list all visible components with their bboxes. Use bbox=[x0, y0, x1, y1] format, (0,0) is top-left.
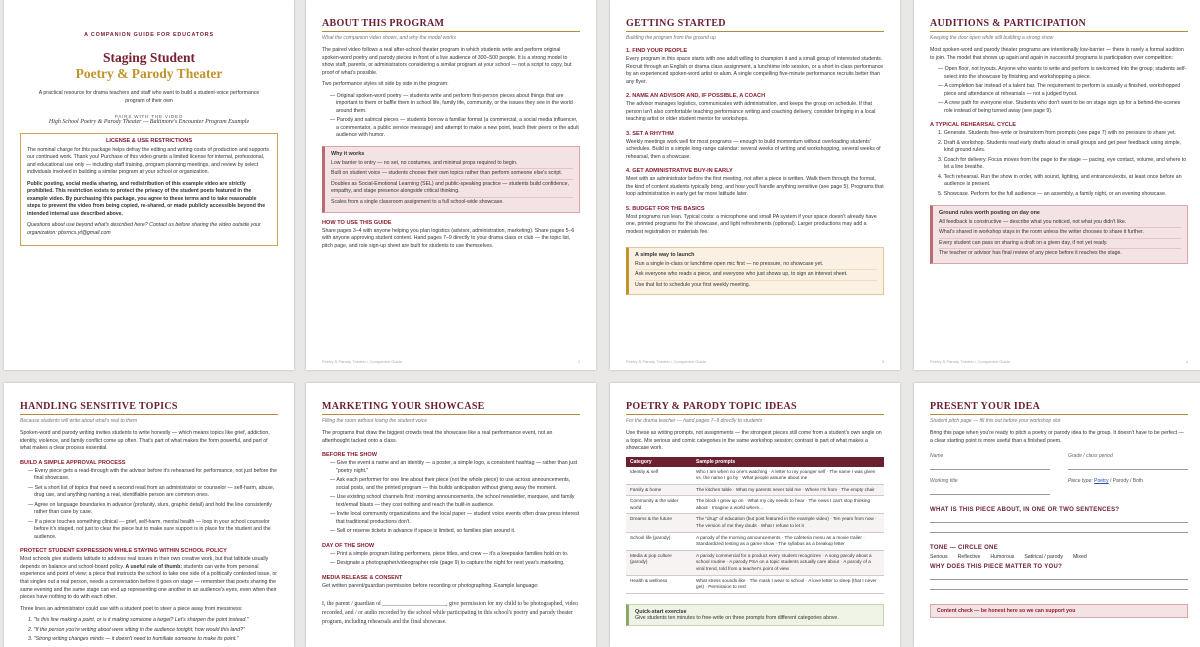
bullet: — Parody and satirical pieces — students borrow a familiar format (a commercial, a social media influencer, a commentator, a public service message) and attempt to make a new point, teach their peers or the adult audience with humor. bbox=[330, 117, 579, 139]
page-subtitle: Filling the room without losing the student voice bbox=[322, 418, 428, 424]
table-row bbox=[626, 496, 884, 514]
cycle-step: 5. Showcase. Perform for the full audience — an assembly, a family night, or an evening showcase. bbox=[938, 190, 1167, 197]
paragraph: The programs that draw the biggest crowds treat the showcase like a real performance event, not an afterthought tacked onto a class. bbox=[322, 430, 553, 444]
cover-pairs-label: PAIRS WITH THE VIDEO bbox=[114, 113, 184, 119]
prompts-cell: A parody commercial for a product every student recognizes · A song parody about a school routine · A parody PSA on a topic students actually care about · A parody of a viral trend, told from a teacher's point of view bbox=[692, 550, 884, 575]
answer-line[interactable] bbox=[930, 570, 1188, 580]
section-heading: PROTECT STUDENT EXPRESSION WHILE STAYING WITHIN SCHOOL POLICY bbox=[20, 548, 227, 555]
paragraph: Use these as writing prompts, not assignments — the strongest pieces still come from a student's own angle on a topic. Mix serious and comic categories in the same workshop session; contrast is part of what makes a showcase work. bbox=[626, 430, 882, 452]
title-rule bbox=[322, 414, 580, 415]
section-heading: DAY OF THE SHOW bbox=[322, 542, 375, 549]
page-title: PRESENT YOUR IDEA bbox=[930, 401, 1041, 412]
option-parody[interactable]: / Parody bbox=[1109, 478, 1129, 485]
page-number: 2 bbox=[577, 359, 580, 364]
category-cell: Community & the wider world bbox=[626, 496, 692, 514]
topics-table bbox=[626, 457, 884, 594]
box-line: Every student can pass on sharing a draft on a given day, if not yet ready. bbox=[939, 239, 1181, 250]
paragraph: Weekly meetings work well for most programs — enough to build momentum without overloading students' schedules. Build in a simple long-range calendar: several weeks of writing and workshopping, several weeks of rehearsal, then a showcase. bbox=[626, 138, 881, 160]
cover-title-line1: Staging Student bbox=[103, 50, 195, 65]
quote: 2. "If the person you're writing about were sitting in the audience tonight, how would this land?" bbox=[28, 626, 245, 633]
box-line: Ask everyone who reads a piece, and everyone who just shows up, to sign an interest sheet. bbox=[635, 270, 877, 281]
paragraph: The advisor manages logistics, communicates with administration, and keeps the group on schedule. If that person isn't also comfortable teaching performance writing and coaching delivery, consider bringing in a local teaching artist or older student mentor for workshops. bbox=[626, 101, 876, 123]
title-rule bbox=[930, 31, 1188, 32]
section-heading: A TYPICAL REHEARSAL CYCLE bbox=[930, 122, 1016, 129]
category-cell: Identity & self bbox=[626, 467, 692, 485]
grade-field[interactable] bbox=[1068, 453, 1188, 470]
box-line: What's shared in workshop stays in the room unless the writer chooses to share it further. bbox=[939, 228, 1181, 239]
cycle-step: 2. Draft & workshop. Students read early drafts aloud in small groups and get peer feedback using simple, kind ground rules. bbox=[938, 139, 1182, 154]
ground-rules-box bbox=[930, 205, 1188, 264]
bullet: — A completion bar instead of a talent bar. The requirement to perform is usually a finished, workshopped piece and attendance at rehearsals — not a judged tryout. bbox=[938, 83, 1181, 97]
page-getting-started bbox=[610, 0, 900, 370]
question-about: WHAT IS THIS PIECE ABOUT, IN ONE OR TWO SENTENCES? bbox=[930, 507, 1120, 514]
column-header: Sample prompts bbox=[692, 457, 884, 467]
box-title: Why it works bbox=[331, 150, 365, 157]
table-row bbox=[626, 514, 884, 532]
license-text: The nominal charge for this package helps defray the editing and writing costs of production and supports our continued work. Thank you! Purchase of this video grants a limited license for internal, professional, and educational use only — including staff training, program planning meetings, and review by select individuals involved in building a similar program at your school or organization. bbox=[27, 146, 269, 176]
quote: 1. "Is this line making a point, or is it making someone a target? Let's sharpen the point instead." bbox=[28, 617, 249, 624]
piece-type-options bbox=[1068, 478, 1188, 484]
prompts-cell: The block I grew up on · What my city needs to hear · The news I can't stop thinking about · Imagine a world where... bbox=[692, 496, 884, 514]
section-heading: HOW TO USE THIS GUIDE bbox=[322, 219, 392, 226]
category-cell: Health & wellness bbox=[626, 575, 692, 593]
cover-description: A practical resource for drama teachers and staff who want to build a student-voice performance program of their own bbox=[38, 90, 260, 104]
page-about bbox=[306, 0, 596, 370]
page-subtitle: Keeping the door open while still building a strong show bbox=[930, 35, 1054, 41]
option-poetry[interactable]: Poetry bbox=[1094, 478, 1109, 485]
page-number: 3 bbox=[881, 359, 884, 364]
cycle-step: 4. Tech rehearsal. Run the show in order, with sound, lighting, and entrances/exits, at least once before an audience is present. bbox=[938, 173, 1182, 188]
question-why: WHY DOES THIS PIECE MATTER TO YOU? bbox=[930, 564, 1063, 571]
paragraph: Get written parent/guardian permission before recording or photographing. Example language: bbox=[322, 582, 539, 589]
section-heading: 2. NAME AN ADVISOR AND, IF POSSIBLE, A COACH bbox=[626, 93, 766, 100]
bullet: — Agree on language boundaries in advance (profanity, slurs, graphic detail) and hold the line consistently rather than case by case. bbox=[28, 501, 272, 516]
prompts-cell: Who I am when no one's watching · A letter to my younger self · The name I was given vs. the name I go by · What people assume about me bbox=[692, 467, 884, 485]
page-title: AUDITIONS & PARTICIPATION bbox=[930, 18, 1087, 29]
bullet: — Set a short list of topics that need a second read from an administrator or counselor — self-harm, abuse, drug use, and anything naming a real, identifiable person are common ones. bbox=[28, 484, 275, 499]
box-line: The teacher or advisor has final review of any piece before it reaches the stage. bbox=[939, 250, 1122, 257]
table-header-row bbox=[626, 457, 884, 467]
section-heading: 4. GET ADMINISTRATIVE BUY-IN EARLY bbox=[626, 168, 733, 175]
prompts-cell: The kitchen table · What my parents never told me · Where I'm from · The empty chair bbox=[692, 484, 884, 496]
bullet: — Invite local community organizations and the local paper — student voice events often draw press interest that traditional productions don't. bbox=[330, 511, 580, 525]
section-heading: MEDIA RELEASE & CONSENT bbox=[322, 574, 403, 581]
table-row bbox=[626, 467, 884, 485]
page-footer bbox=[626, 359, 884, 364]
option-both[interactable]: / Both bbox=[1130, 478, 1144, 485]
answer-line[interactable] bbox=[930, 580, 1188, 590]
page-title: POETRY & PARODY TOPIC IDEAS bbox=[626, 401, 797, 412]
bullet: — Use existing school channels first: morning announcements, the school newsletter, marquee, and family text/email blasts — they cost nothing and reach the built-in audience. bbox=[330, 494, 575, 508]
working-title-field[interactable] bbox=[930, 478, 1050, 495]
page-topic-ideas bbox=[610, 383, 900, 647]
table-row bbox=[626, 550, 884, 575]
footer-label: Poetry & Parody Theater • Companion Guide bbox=[930, 359, 1010, 364]
prompts-cell: A parody of the morning announcements · The cafeteria menu as a movie trailer · Standardized testing as a game show · The syllabus as a breakup letter bbox=[692, 532, 884, 550]
box-line: All feedback is constructive — describe what you noticed, not what you didn't like. bbox=[939, 218, 1181, 229]
section-heading: BUILD A SIMPLE APPROVAL PROCESS bbox=[20, 459, 126, 466]
page-subtitle: For the drama teacher — hand pages 7–9 directly to students bbox=[626, 418, 763, 424]
section-heading: 3. SET A RHYTHM bbox=[626, 130, 674, 137]
table-row bbox=[626, 484, 884, 496]
cycle-step: 1. Generate. Students free-write or brainstorm from prompts (see page 7) with no pressure to share yet. bbox=[938, 130, 1176, 137]
table-row bbox=[626, 575, 884, 593]
page-subtitle: Building the program from the ground up bbox=[626, 35, 716, 41]
paragraph: Spoken-word and parody writing invites students to write honestly — which means topics like grief, addiction, identity, violence, and family conflict come up often. That's part of what makes the form powerful, and part of what makes a clear process essential. bbox=[20, 430, 270, 452]
bullet: — Designate a photographer/videographer role (page 9) to capture the night for next year's marketing. bbox=[330, 560, 565, 567]
answer-line[interactable] bbox=[930, 513, 1188, 523]
write-line[interactable] bbox=[1068, 459, 1188, 470]
box-line: Use that list to schedule your first weekly meeting. bbox=[635, 281, 751, 288]
box-line: Low barrier to entry — no set, no costumes, and minimal props required to begin. bbox=[331, 159, 573, 170]
page-title: ABOUT THIS PROGRAM bbox=[322, 18, 445, 29]
launch-box bbox=[626, 247, 884, 296]
quick-start-box bbox=[626, 604, 884, 626]
box-title: A simple way to launch bbox=[635, 251, 695, 258]
prompts-cell: What stress sounds like · The mask I wear to school · A love letter to sleep (that I never get) · Permission to rest bbox=[692, 575, 884, 593]
paragraph: Most programs run lean. Typical costs: a microphone and small PA system if your space doesn't already have one, printed programs for the showcase, and light refreshments (optional). Larger productions may add a modest registration or materials fee. bbox=[626, 213, 877, 235]
cover-title-line2: Poetry & Parody Theater bbox=[75, 66, 223, 81]
box-line: Give students ten minutes to free-write on three prompts from different categories above. bbox=[635, 614, 839, 621]
cycle-step: 3. Coach for delivery. Focus moves from the page to the stage — pacing, eye contact, volume, and where to let a line breathe. bbox=[938, 156, 1187, 171]
field-row bbox=[930, 478, 1188, 495]
paragraph: Most spoken-word and parody theater programs are intentionally low-barrier — there is rarely a formal audition to join. The model that shows up again and again in successful programs is participation over competition: bbox=[930, 47, 1184, 61]
paragraph: Three lines an administrator could use with a student poet to steer a piece away from messiness: bbox=[20, 605, 243, 612]
why-it-works-box bbox=[322, 146, 580, 213]
license-contact: Questions about use beyond what's described here? Contact us before sharing the video outside your organization: pbsrncs.yt@gmail.com bbox=[27, 222, 261, 236]
page-auditions bbox=[914, 0, 1200, 370]
category-cell: Dreams & the future bbox=[626, 514, 692, 532]
box-line: Scales from a single classroom assignment to a full school-wide showcase. bbox=[331, 198, 504, 205]
title-rule bbox=[322, 31, 580, 32]
paragraph-text: Most schools give students latitude to address real issues in their own creative work, but that latitude usually depends on balance and school-board policy. bbox=[20, 556, 269, 570]
footer-label: Poetry & Parody Theater • Companion Guide bbox=[322, 359, 402, 364]
license-box bbox=[20, 133, 278, 247]
rule-of-thumb-label: A useful rule of thumb: bbox=[125, 563, 183, 570]
category-cell: Family & home bbox=[626, 484, 692, 496]
page-cover bbox=[4, 0, 294, 370]
page-present-idea bbox=[914, 383, 1200, 647]
section-heading: 1. FIND YOUR PEOPLE bbox=[626, 48, 688, 54]
page-title: GETTING STARTED bbox=[626, 18, 726, 29]
tone-option[interactable]: Reflective bbox=[957, 554, 981, 561]
prompts-cell: The "drug" of education (but post featured in the example video) · Ten years from now · The version of me they doubt · What I refuse to let it bbox=[692, 514, 884, 532]
field-label: Piece type: bbox=[1068, 478, 1093, 485]
cover-video-title: High School Poetry & Parody Theater — Baltimore's Encounter Program Example bbox=[48, 118, 250, 125]
answer-line[interactable] bbox=[930, 523, 1188, 533]
bullet: — Print a simple program listing performers, piece titles, and crew — it's a keepsake families hold on to. bbox=[330, 550, 569, 557]
field-label: Working title bbox=[930, 478, 958, 485]
page-footer bbox=[930, 359, 1188, 364]
piece-type-field[interactable] bbox=[1068, 478, 1188, 495]
footer-label: Poetry & Parody Theater • Companion Guide bbox=[626, 359, 706, 364]
consent-language: I, the parent / guardian of ______________________, give permission for my child to be photographed, video recorded, and / or audio recorded by the school while participating in this school's poetry and parody theater program, including rehearsals and the final showcase. bbox=[322, 601, 578, 625]
name-field[interactable] bbox=[930, 453, 1050, 470]
bullet: — Every piece gets a read-through with the advisor before it's rehearsed for performance, not just before the final showcase. bbox=[28, 467, 277, 482]
quote: 3. "Strong writing changes minds — it doesn't need to humiliate someone to make its point." bbox=[28, 636, 239, 643]
page-title: HANDLING SENSITIVE TOPICS bbox=[20, 401, 178, 412]
paragraph: Bring this page when you're ready to pitch a poetry or parody idea to the group. It doesn't have to be perfect — a clear starting point is more useful than a finished poem. bbox=[930, 430, 1184, 444]
page-sensitive-topics bbox=[4, 383, 294, 647]
bullet: — Sell or reserve tickets in advance if space is limited, so families plan around it. bbox=[330, 528, 516, 535]
license-title: LICENSE & USE RESTRICTIONS bbox=[105, 137, 193, 144]
paragraph-text: students can write from personal experience and point of view; a piece that instructs the school to take one side of a politically contested issue, or that singles out a real person, needs a conversation before it goes on stage — remember that poets sharing the same evening and the same stage can end up representing one another in an audience's eyes, even when their pieces have nothing to do with each other. bbox=[20, 563, 277, 601]
field-label: Name bbox=[930, 453, 944, 460]
title-rule bbox=[930, 414, 1188, 415]
write-line[interactable] bbox=[930, 484, 1050, 495]
bullet: — Original spoken-word poetry — students write and perform first-person pieces about things that are important to them or baffle them in school life, family life, community, or the issues they see in the world around them. bbox=[330, 92, 573, 114]
box-line: Doubles as Social-Emotional Learning (SEL) and public-speaking practice — students build confidence, empathy, and stage presence alongside critical thinking. bbox=[331, 180, 573, 198]
page-footer bbox=[322, 359, 580, 364]
tone-option[interactable]: Humorous bbox=[990, 554, 1015, 561]
paragraph bbox=[20, 556, 278, 601]
page-subtitle: Student pitch page — fill this out before your workshop slot bbox=[930, 418, 1061, 424]
page-title: MARKETING YOUR SHOWCASE bbox=[322, 401, 485, 412]
bullet: — If a piece touches something clinical — grief, self-harm, mental health — loop in your school counselor before it's staged, not just to clear the piece but to make sure support is in place for the student and the audience. bbox=[28, 518, 271, 540]
cover-kicker: A COMPANION GUIDE FOR EDUCATORS bbox=[84, 32, 214, 38]
paragraph: Meet with an administrator before the first meeting, not after a piece is written. Walk them through the format, the kind of content students typically bring, and how you'll handle anything sensitive (see page 5). Programs that loop administration in early get far more latitude later. bbox=[626, 176, 884, 198]
category-cell: Media & pop culture (parody) bbox=[626, 550, 692, 575]
section-heading: BEFORE THE SHOW bbox=[322, 452, 378, 459]
tone-option[interactable]: Satirical / parody bbox=[1024, 554, 1063, 561]
box-title: Quick-start exercise bbox=[635, 608, 687, 615]
title-rule bbox=[626, 31, 884, 32]
license-restriction: Public posting, social media sharing, and redistribution of this example video are strictly prohibited. This restriction exists to protect the privacy of the student poets featured in the example video. By purchasing this package, you agree to these terms and to take reasonable steps to prevent the video from being copied, re-shared, or made publicly accessible beyond the intended internal use described above. bbox=[27, 180, 266, 217]
field-label: Grade / class period bbox=[1068, 453, 1113, 460]
page-subtitle: Because students will write about what's real to them bbox=[20, 418, 138, 424]
title-rule bbox=[626, 414, 884, 415]
tone-options bbox=[930, 554, 1188, 560]
column-header: Category bbox=[626, 457, 692, 467]
question-tone: TONE — CIRCLE ONE bbox=[930, 545, 998, 552]
box-title: Ground rules worth posting on day one bbox=[939, 209, 1040, 216]
page-marketing bbox=[306, 383, 596, 647]
box-title: Content check — be honest here so we can support you bbox=[937, 608, 1076, 615]
bullet: — Open floor, not tryouts. Anyone who wants to write and perform is welcomed into the group; students self-select into the showcase by finishing and workshopping a piece. bbox=[938, 66, 1187, 80]
paragraph: The paired video follows a real after-school theater program in which students write and perform original spoken-word poetry and parody pieces in front of a live audience of 300–500 people. It is a strong model to show staff, parents, or administrators considering a similar program at your school — not a script to copy, but proof of what's possible. bbox=[322, 47, 572, 76]
content-check-box bbox=[930, 604, 1188, 618]
paragraph: Every program in this space starts with one adult willing to champion it and a small group of interested students. Recruit through an English or drama class assignment, a lunchtime info session, or a short in-class performance by an experienced spoken-word artist or alum. A single compelling five-minute performance recruits better than any flyer. bbox=[626, 56, 884, 85]
table-row bbox=[626, 532, 884, 550]
page-subtitle: What the companion video shows, and why the model works bbox=[322, 35, 456, 41]
bullet: — A crew path for everyone else. Students who don't want to be on stage sign up for a behind-the-scenes role instead of being turned away (see page 9). bbox=[938, 100, 1181, 114]
box-line: Run a single in-class or lunchtime open mic first — no pressure, no showcase yet. bbox=[635, 260, 877, 271]
page-number: 4 bbox=[1185, 359, 1188, 364]
title-rule bbox=[20, 414, 278, 415]
section-heading: 5. BUDGET FOR THE BASICS bbox=[626, 205, 705, 212]
tone-option[interactable]: Mixed bbox=[1072, 554, 1087, 561]
paragraph: Two performance styles sit side by side in the program: bbox=[322, 81, 449, 88]
bullet: — Give the event a name and an identity — a poster, a simple logo, a consistent hashtag — rather than just "poetry night." bbox=[330, 460, 578, 474]
bullet: — Ask each performer for one line about their piece (not the whole piece) to use across announcements, social posts, and the printed program — this builds anticipation without giving away the moment. bbox=[330, 477, 571, 491]
paragraph: Share pages 3–4 with anyone helping you plan logistics (advisor, administration, marketing). Share pages 5–6 with anyone approving student content. Hand pages 7–9 directly to your drama class or club — the topic list, pitch page, and role sign-up sheet are built for students to use themselves. bbox=[322, 227, 575, 249]
tone-option[interactable]: Serious bbox=[930, 554, 948, 561]
field-row bbox=[930, 453, 1188, 470]
box-line: Built on student voice — students choose their own topics rather than perform someone else's script. bbox=[331, 169, 573, 180]
category-cell: School life (parody) bbox=[626, 532, 692, 550]
write-line[interactable] bbox=[930, 459, 1050, 470]
